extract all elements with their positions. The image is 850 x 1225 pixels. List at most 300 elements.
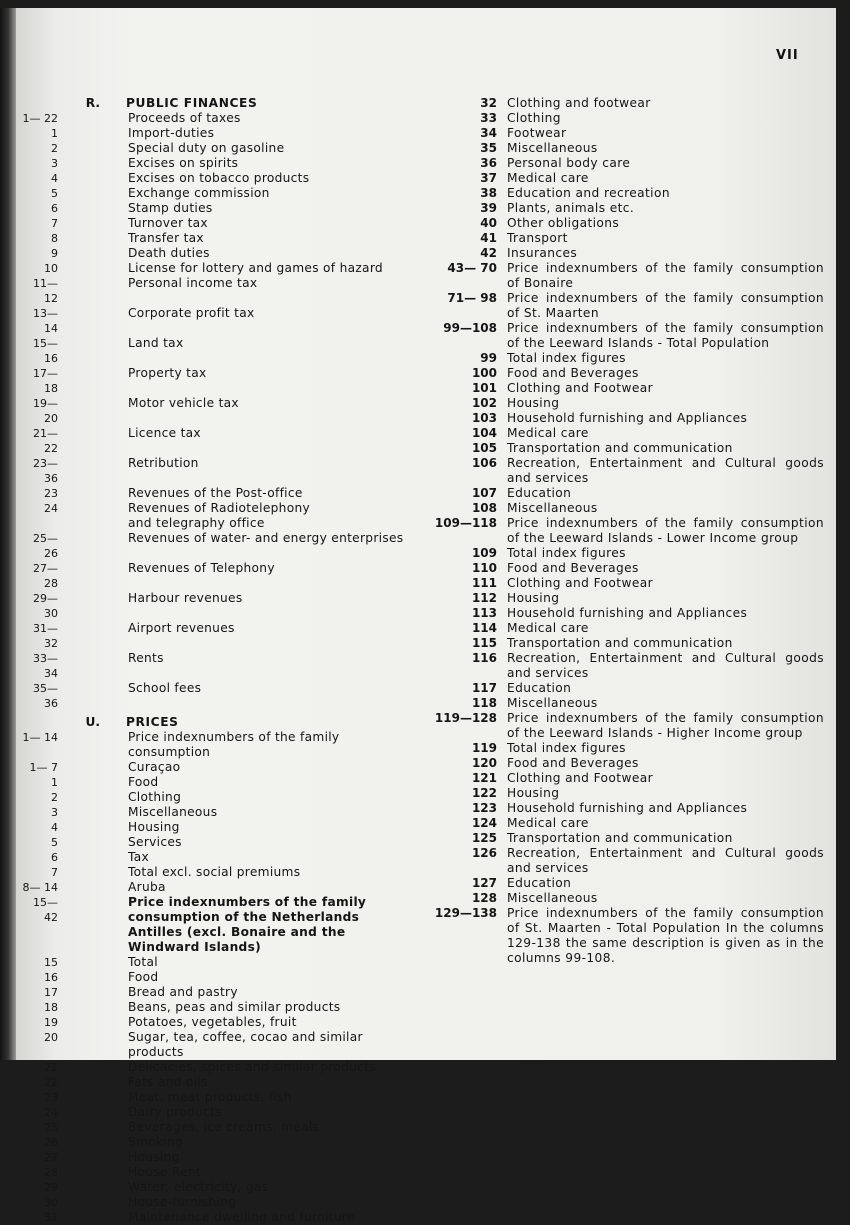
- right-column: [414, 96, 834, 966]
- entry-description: Medical care: [507, 426, 589, 440]
- index-entry: [414, 801, 834, 816]
- entry-description: Insurances: [507, 246, 578, 260]
- section-title: PRICES: [126, 715, 179, 729]
- index-entry: [414, 846, 834, 876]
- index-entry: [16, 336, 416, 366]
- entry-description: Miscellaneous: [507, 891, 598, 905]
- index-entry: [16, 1135, 416, 1150]
- index-entry: [414, 246, 834, 261]
- index-entry: [16, 111, 416, 126]
- column-number: 127: [471, 876, 497, 890]
- column-number: 35: [480, 141, 497, 155]
- index-entry: [414, 291, 834, 321]
- column-number: 23: [44, 487, 58, 500]
- column-number: 1: [51, 776, 58, 789]
- entry-description: Household furnishing and Appliances: [507, 801, 748, 815]
- entry-description: House-furnishing: [128, 1195, 237, 1209]
- entry-description: Recreation, Entertainment and Cultural goods and services: [507, 456, 824, 485]
- entry-description: Fats and oils: [128, 1075, 208, 1089]
- index-entry: [16, 970, 416, 985]
- index-entry: [414, 771, 834, 786]
- entry-description: Bread and pastry: [128, 985, 238, 999]
- entry-description: Clothing and Footwear: [507, 576, 653, 590]
- entry-description: consumption: [128, 745, 211, 759]
- index-entry: [414, 786, 834, 801]
- entry-description: Motor vehicle tax: [128, 396, 239, 410]
- index-entry: [16, 681, 416, 711]
- column-number: 36: [480, 156, 497, 170]
- column-number: 15— 16: [33, 337, 58, 365]
- column-number: 25— 26: [33, 532, 58, 560]
- entry-description: Medical care: [507, 816, 589, 830]
- document-page: [16, 8, 836, 1224]
- entry-description: Services: [128, 835, 182, 849]
- entry-description: Death duties: [128, 246, 210, 260]
- entry-description: Revenues of Telephony: [128, 561, 275, 575]
- entry-description: Food: [128, 970, 159, 984]
- column-number: 21: [44, 1061, 58, 1074]
- index-entry: [16, 246, 416, 261]
- index-entry: [414, 156, 834, 171]
- column-number: 100: [471, 366, 497, 380]
- entry-description: Turnover tax: [128, 216, 208, 230]
- column-number: 117: [471, 681, 497, 695]
- index-entry: [16, 561, 416, 591]
- entry-description: Retribution: [128, 456, 199, 470]
- index-entry: [16, 1120, 416, 1135]
- index-entry: [414, 171, 834, 186]
- entry-description: Corporate profit tax: [128, 306, 255, 320]
- index-entry: [16, 426, 416, 456]
- entry-description: Food: [128, 775, 159, 789]
- entry-description: Price indexnumbers of the family consumption of the Leeward Islands - Higher Income group: [507, 711, 824, 740]
- index-entry: [16, 216, 416, 231]
- entry-description: Revenues of the Post-office: [128, 486, 303, 500]
- entry-description: Water, electricity, gas: [128, 1180, 269, 1194]
- entry-description: Beverages, ice creams, meals: [128, 1120, 320, 1134]
- entry-description: Total: [128, 955, 158, 969]
- index-entry: [16, 895, 416, 955]
- entry-description: Footwear: [507, 126, 567, 140]
- column-number: 24: [44, 502, 58, 515]
- entry-description: Medical care: [507, 621, 589, 635]
- entry-description: House Rent: [128, 1165, 201, 1179]
- entry-description: Food and Beverages: [507, 756, 639, 770]
- index-entry: [16, 1090, 416, 1105]
- index-entry: [16, 1195, 416, 1210]
- entry-description: Import-duties: [128, 126, 215, 140]
- entry-description: Food and Beverages: [507, 366, 639, 380]
- column-number: 11— 12: [33, 277, 58, 305]
- index-entry: [16, 865, 416, 880]
- section-heading: [16, 715, 416, 730]
- entry-description: and telegraphy office: [128, 516, 265, 530]
- column-number: 30: [44, 1196, 58, 1209]
- entry-description: Price indexnumbers of the family consumption of St. Maarten: [507, 291, 824, 320]
- index-entry: [16, 1105, 416, 1120]
- entry-description: Delicacies, spices and similar products: [128, 1060, 376, 1074]
- index-entry: [414, 606, 834, 621]
- index-entry: [414, 366, 834, 381]
- entry-description: Housing: [507, 396, 560, 410]
- index-entry: [414, 696, 834, 711]
- entry-description: Miscellaneous: [507, 696, 598, 710]
- index-entry: [414, 486, 834, 501]
- index-entry: [16, 880, 416, 895]
- index-entry: [16, 231, 416, 246]
- entry-description: Clothing and footwear: [507, 96, 651, 110]
- column-number: 6: [51, 851, 58, 864]
- index-entry: [414, 96, 834, 111]
- entry-description: Proceeds of taxes: [128, 111, 241, 125]
- entry-description: Revenues of water- and energy enterprises: [128, 531, 404, 545]
- entry-description: Property tax: [128, 366, 207, 380]
- column-number: 6: [51, 202, 58, 215]
- column-number: 29: [44, 1181, 58, 1194]
- column-number: 106: [471, 456, 497, 470]
- entry-description: Price indexnumbers of the family consumption of the Netherlands Antilles (excl. Bonaire and the Windward Islands): [128, 895, 367, 954]
- index-entry: [414, 636, 834, 651]
- index-entry: [16, 790, 416, 805]
- entry-description: Education: [507, 486, 572, 500]
- index-entry: [414, 381, 834, 396]
- column-number: 38: [480, 186, 497, 200]
- index-entry: [16, 156, 416, 171]
- column-number: 23— 36: [33, 457, 58, 485]
- index-entry: [414, 441, 834, 456]
- index-entry: [414, 576, 834, 591]
- index-entry: [414, 516, 834, 546]
- entry-description: School fees: [128, 681, 202, 695]
- index-entry: [414, 621, 834, 636]
- index-entry: [414, 906, 834, 966]
- column-number: 31: [44, 1211, 58, 1224]
- index-entry: [414, 711, 834, 741]
- column-number: 32: [480, 96, 497, 110]
- entry-description: Personal body care: [507, 156, 631, 170]
- column-number: 27— 28: [33, 562, 58, 590]
- column-number: 37: [480, 171, 497, 185]
- column-number: 105: [471, 441, 497, 455]
- index-entry: [414, 201, 834, 216]
- entry-description: Total index figures: [507, 741, 626, 755]
- column-number: 101: [471, 381, 497, 395]
- entry-description: Harbour revenues: [128, 591, 243, 605]
- index-entry: [16, 396, 416, 426]
- column-number: 28: [44, 1166, 58, 1179]
- index-entry: [414, 876, 834, 891]
- column-number: 39: [480, 201, 497, 215]
- index-entry: [16, 141, 416, 156]
- entry-description: Housing: [128, 1150, 180, 1164]
- column-number: 125: [471, 831, 497, 845]
- column-number: 115: [471, 636, 497, 650]
- column-number: 19: [44, 1016, 58, 1029]
- index-entry: [414, 891, 834, 906]
- column-number: 1: [51, 127, 58, 140]
- index-entry: [414, 501, 834, 516]
- column-number: 128: [471, 891, 497, 905]
- column-number: 21— 22: [33, 427, 58, 455]
- entry-description: Price indexnumbers of the family consumption of St. Maarten - Total Population In the columns 129-138 the same description is given as in the columns 99-108.: [507, 906, 824, 965]
- column-number: 119—128: [434, 711, 497, 725]
- index-entry: [16, 486, 416, 501]
- index-entry: [414, 651, 834, 681]
- index-entry: [414, 831, 834, 846]
- column-number: 7: [51, 217, 58, 230]
- column-number: 33— 34: [33, 652, 58, 680]
- index-entry: [16, 1060, 416, 1075]
- index-entry: [414, 411, 834, 426]
- index-entry: [16, 456, 416, 486]
- column-number: 23: [44, 1091, 58, 1104]
- column-number: 3: [51, 157, 58, 170]
- entry-description: Licence tax: [128, 426, 201, 440]
- entry-description: Price indexnumbers of the family consumption of the Leeward Islands - Total Population: [507, 321, 824, 350]
- column-number: 20: [44, 1031, 58, 1044]
- column-number: 126: [471, 846, 497, 860]
- entry-description: Price indexnumbers of the family consumption of Bonaire: [507, 261, 824, 290]
- column-number: 99: [480, 351, 497, 365]
- column-number: 27: [44, 1151, 58, 1164]
- column-number: 4: [51, 821, 58, 834]
- index-entry: [414, 591, 834, 606]
- index-entry: [414, 561, 834, 576]
- entry-description: Food and Beverages: [507, 561, 639, 575]
- column-number: 5: [51, 187, 58, 200]
- column-number: 29— 30: [33, 592, 58, 620]
- column-number: 1— 14: [22, 731, 58, 744]
- index-entry: [16, 1150, 416, 1165]
- column-number: 122: [471, 786, 497, 800]
- entry-description: Education: [507, 681, 572, 695]
- entry-description: Special duty on gasoline: [128, 141, 285, 155]
- index-entry: [414, 141, 834, 156]
- index-entry: [16, 126, 416, 141]
- index-entry: [414, 126, 834, 141]
- entry-description: Airport revenues: [128, 621, 235, 635]
- index-entry: [414, 456, 834, 486]
- entry-description: Maintenance dwelling and furniture: [128, 1210, 355, 1224]
- entry-description: Education: [507, 876, 572, 890]
- column-number: 40: [480, 216, 497, 230]
- column-number: 129—138: [434, 906, 497, 920]
- entry-description: Plants, animals etc.: [507, 201, 635, 215]
- column-number: 119: [471, 741, 497, 755]
- index-entry: [16, 591, 416, 621]
- entry-description: Land tax: [128, 336, 184, 350]
- column-number: 3: [51, 806, 58, 819]
- section-heading: [16, 96, 416, 111]
- entry-description: Excises on spirits: [128, 156, 239, 170]
- column-number: 121: [471, 771, 497, 785]
- page-number: VII: [776, 48, 799, 63]
- entry-description: Transfer tax: [128, 231, 204, 245]
- index-entry: [414, 231, 834, 246]
- column-number: 111: [471, 576, 497, 590]
- column-number: 4: [51, 172, 58, 185]
- index-entry: [16, 1165, 416, 1180]
- index-entry: [414, 216, 834, 231]
- column-number: 123: [471, 801, 497, 815]
- column-number: 109: [471, 546, 497, 560]
- column-number: 113: [471, 606, 497, 620]
- entry-description: Clothing: [507, 111, 561, 125]
- entry-description: Aruba: [128, 880, 166, 894]
- entry-description: Tax: [128, 850, 150, 864]
- column-number: 43— 70: [447, 261, 497, 275]
- column-number: 5: [51, 836, 58, 849]
- index-entry: [16, 261, 416, 276]
- left-column: [16, 96, 416, 1225]
- index-entry: [16, 985, 416, 1000]
- index-entry: [414, 321, 834, 351]
- index-entry: [16, 531, 416, 561]
- index-entry: [16, 366, 416, 396]
- index-entry: [16, 730, 416, 745]
- column-number: 19— 20: [33, 397, 58, 425]
- column-number: 17— 18: [33, 367, 58, 395]
- column-number: 112: [471, 591, 497, 605]
- column-number: 103: [471, 411, 497, 425]
- entry-description: Education and recreation: [507, 186, 670, 200]
- column-number: 108: [471, 501, 497, 515]
- column-number: 10: [44, 262, 58, 275]
- column-number: 109—118: [434, 516, 497, 530]
- index-entry: [414, 816, 834, 831]
- index-entry: [16, 1030, 416, 1060]
- index-entry: [16, 171, 416, 186]
- entry-description: Transportation and communication: [507, 441, 733, 455]
- column-number: 120: [471, 756, 497, 770]
- column-number: 18: [44, 1001, 58, 1014]
- column-number: 102: [471, 396, 497, 410]
- column-number: 2: [51, 791, 58, 804]
- index-entry: [16, 201, 416, 216]
- entry-description: Clothing: [128, 790, 182, 804]
- index-entry: [16, 1015, 416, 1030]
- index-entry: [16, 501, 416, 516]
- entry-description: Potatoes, vegetables, fruit: [128, 1015, 297, 1029]
- entry-description: Housing: [507, 786, 560, 800]
- entry-description: Medical care: [507, 171, 589, 185]
- index-entry: [16, 306, 416, 336]
- entry-description: Total index figures: [507, 351, 626, 365]
- column-number: 116: [471, 651, 497, 665]
- entry-description: Miscellaneous: [507, 501, 598, 515]
- entry-description: Meat, meat products, fish: [128, 1090, 292, 1104]
- entry-description: Beans, peas and similar products: [128, 1000, 341, 1014]
- entry-description: Sugar, tea, coffee, cocao and similar products: [128, 1030, 363, 1059]
- index-entry: [16, 621, 416, 651]
- index-entry: [414, 396, 834, 411]
- section-letter: R.: [85, 96, 100, 110]
- column-number: 25: [44, 1121, 58, 1134]
- column-number: 104: [471, 426, 497, 440]
- entry-description: Stamp duties: [128, 201, 213, 215]
- entry-description: Clothing and Footwear: [507, 381, 653, 395]
- entry-description: Recreation, Entertainment and Cultural goods and services: [507, 651, 824, 680]
- index-entry: [414, 756, 834, 771]
- entry-description: License for lottery and games of hazard: [128, 261, 383, 275]
- index-entry: [16, 835, 416, 850]
- entry-description: Transport: [507, 231, 568, 245]
- index-entry: [16, 805, 416, 820]
- index-entry: [16, 760, 416, 775]
- column-number: 8: [51, 232, 58, 245]
- index-entry: [414, 681, 834, 696]
- index-entry: [414, 351, 834, 366]
- entry-description: Other obligations: [507, 216, 620, 230]
- entry-description: Smoking: [128, 1135, 184, 1149]
- column-number: 17: [44, 986, 58, 999]
- entry-description: Transportation and communication: [507, 636, 733, 650]
- column-number: 26: [44, 1136, 58, 1149]
- column-number: 33: [480, 111, 497, 125]
- section-title: PUBLIC FINANCES: [126, 96, 258, 110]
- index-entry: [16, 516, 416, 531]
- index-entry: [414, 741, 834, 756]
- entry-description: Housing: [128, 820, 180, 834]
- index-entry: [16, 850, 416, 865]
- column-number: 1— 22: [22, 112, 58, 125]
- column-number: 99—108: [443, 321, 497, 335]
- index-entry: [16, 820, 416, 835]
- index-entry: [16, 651, 416, 681]
- index-entry: [414, 261, 834, 291]
- entry-description: Transportation and communication: [507, 831, 733, 845]
- index-entry: [16, 955, 416, 970]
- entry-description: Miscellaneous: [507, 141, 598, 155]
- index-entry: [16, 276, 416, 306]
- column-number: 110: [471, 561, 497, 575]
- entry-description: Excises on tobacco products: [128, 171, 310, 185]
- index-entry: [16, 186, 416, 201]
- entry-description: Total excl. social premiums: [128, 865, 301, 879]
- column-number: 24: [44, 1106, 58, 1119]
- index-entry: [414, 546, 834, 561]
- column-number: 42: [480, 246, 497, 260]
- book-binding: [0, 8, 16, 1060]
- column-number: 107: [471, 486, 497, 500]
- index-entry: [16, 1210, 416, 1225]
- column-number: 114: [471, 621, 497, 635]
- entry-description: Personal income tax: [128, 276, 258, 290]
- column-number: 15: [44, 956, 58, 969]
- index-entry: [414, 111, 834, 126]
- entry-description: Housing: [507, 591, 560, 605]
- column-number: 13— 14: [33, 307, 58, 335]
- index-entry: [414, 186, 834, 201]
- index-entry: [16, 1000, 416, 1015]
- entry-description: Price indexnumbers of the family: [128, 730, 340, 744]
- column-number: 118: [471, 696, 497, 710]
- column-number: 35— 36: [33, 682, 58, 710]
- entry-description: Total index figures: [507, 546, 626, 560]
- entry-description: Household furnishing and Appliances: [507, 606, 748, 620]
- column-number: 16: [44, 971, 58, 984]
- index-entry: [16, 1180, 416, 1195]
- index-entry: [16, 745, 416, 760]
- entry-description: Clothing and Footwear: [507, 771, 653, 785]
- entry-description: Recreation, Entertainment and Cultural goods and services: [507, 846, 824, 875]
- column-number: 22: [44, 1076, 58, 1089]
- column-number: 124: [471, 816, 497, 830]
- entry-description: Revenues of Radiotelephony: [128, 501, 310, 515]
- entry-description: Dairy products: [128, 1105, 222, 1119]
- column-number: 2: [51, 142, 58, 155]
- column-number: 7: [51, 866, 58, 879]
